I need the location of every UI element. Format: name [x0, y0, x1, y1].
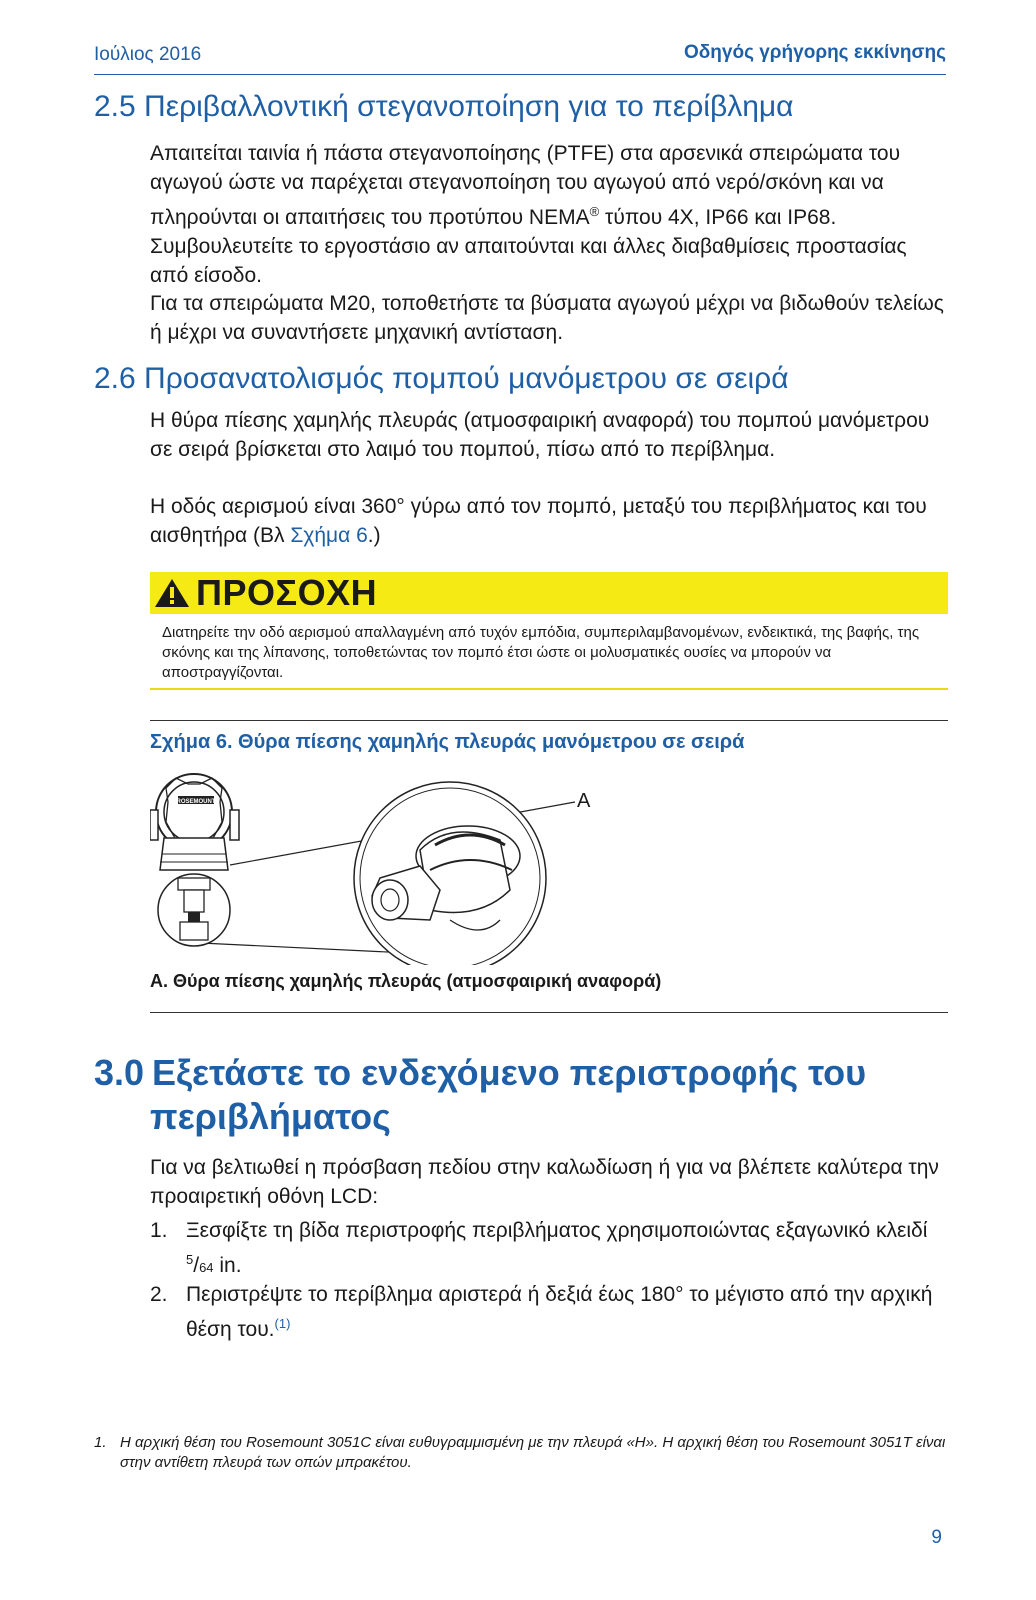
footnote-text: Η αρχική θέση του Rosemount 3051C είναι ευθυγραμμισμένη με την πλευρά «H». Η αρχική θέση του Rosemount 3051T είναι στην αντίθετη πλευρά των οπών μπρακέτου. [120, 1434, 946, 1471]
paragraph-text: .) [367, 524, 381, 547]
figure-top-rule [150, 720, 948, 721]
step-text-part: Περιστρέψτε το περίβλημα αριστερά ή δεξιά έως 180° το μέγιστο από την αρχική θέση του. [186, 1283, 933, 1341]
section-title-line-2: περιβλήματος [150, 1096, 391, 1137]
step-number: 1. [150, 1219, 168, 1242]
figure-legend: A. Θύρα πίεσης χαμηλής πλευράς (ατμοσφαιρική αναφορά) [150, 971, 662, 991]
section-3-0-intro: Για να βελτιωθεί η πρόσβαση πεδίου στην καλωδίωση ή για να βλέπετε καλύτερα την προαιρετική οθόνη LCD: [150, 1156, 939, 1208]
step-2 [150, 1280, 950, 1340]
header-date: Ιούλιος 2016 [94, 44, 202, 65]
section-2-6-paragraph-2 [150, 492, 950, 550]
section-2-5-paragraph-2: Για τα σπειρώματα M20, τοποθετήστε τα βύσματα αγωγού μέχρι να βιδωθούν τελείως ή μέχρι να συναντήσετε μηχανική αντίσταση. [150, 292, 944, 344]
step-1 [150, 1216, 950, 1276]
section-2-5-paragraph-1 [150, 139, 950, 290]
registered-mark: ® [589, 204, 600, 219]
fraction-denominator: 64 [199, 1260, 214, 1275]
paragraph-text: Απαιτείται ταινία ή πάστα στεγανοποίησης (PTFE) στα αρσενικά σπειρώματα του αγωγού ώστε να παρέχεται στεγανοποίηση του αγωγού από νερό/σκόνη και να πληρούνται οι απαιτήσεις του προτύπου NEMA [150, 142, 901, 229]
header-divider [94, 74, 946, 75]
figure-6-title: Σχήμα 6. Θύρα πίεσης χαμηλής πλευράς μανόμετρου σε σειρά [150, 731, 745, 753]
section-number: 3.0 [94, 1052, 145, 1093]
section-title-line-1: Εξετάστε το ενδεχόμενο περιστροφής του [152, 1052, 867, 1093]
fraction-slash: / [193, 1254, 200, 1277]
figure-6-link[interactable]: Σχήμα 6 [290, 524, 368, 547]
fraction-numerator: 5 [186, 1252, 194, 1267]
callout-a-label: A [577, 790, 591, 812]
step-text-part: Ξεσφίξτε τη βίδα περιστροφής περιβλήματος χρησιμοποιώντας εξαγωνικό κλειδί [186, 1219, 928, 1242]
section-3-0-heading [94, 1051, 866, 1095]
caution-bottom-rule [150, 688, 948, 690]
brand-label: ROSEMOUNT [176, 799, 216, 805]
transmitter-illustration [150, 770, 590, 965]
section-2-6-heading: 2.6 Προσανατολισμός πομπού μανόμετρου σε σειρά [94, 362, 789, 395]
step-text [186, 1216, 956, 1282]
figure-bottom-rule [150, 1012, 948, 1013]
header-guide-title: Οδηγός γρήγορης εκκίνησης [683, 42, 946, 63]
section-2-6-paragraph-1: Η θύρα πίεσης χαμηλής πλευράς (ατμοσφαιρική αναφορά) του πομπού μανόμετρου σε σειρά βρίσκεται στο λαιμό του πομπού, πίσω από το περίβλημα. [150, 409, 930, 461]
step-number: 2. [150, 1283, 168, 1306]
footnote-ref-link[interactable]: (1) [274, 1316, 291, 1331]
caution-title: ΠΡΟΣΟΧΗ [196, 572, 378, 613]
warning-triangle-icon [154, 578, 190, 608]
caution-text: Διατηρείτε την οδό αερισμού απαλλαγμένη από τυχόν εμπόδια, συμπεριλαμβανομένων, ενδεικτικά, της βαφής, της σκόνης και της λίπανσης, τοποθετώντας τον πομπό έτσι ώστε οι μολυσματικές ουσίες να μπορούν να αποστραγγίζονται. [162, 624, 920, 681]
paragraph-text: τύπου 4X, IP66 και IP68. Συμβουλευτείτε το εργοστάσιο αν απαιτούνται και άλλες διαβαθμίσεις προστασίας από είσοδο. [150, 206, 907, 287]
footnote-number: 1. [94, 1434, 107, 1451]
page-number: 9 [931, 1527, 942, 1548]
paragraph-text: Η οδός αερισμού είναι 360° γύρω από τον πομπό, μεταξύ του περιβλήματος και του αισθητήρα (Βλ [150, 495, 927, 547]
section-2-5-heading: 2.5 Περιβαλλοντική στεγανοποίηση για το περίβλημα [94, 90, 794, 123]
step-text [186, 1280, 956, 1344]
step-text-part: in. [213, 1254, 242, 1277]
